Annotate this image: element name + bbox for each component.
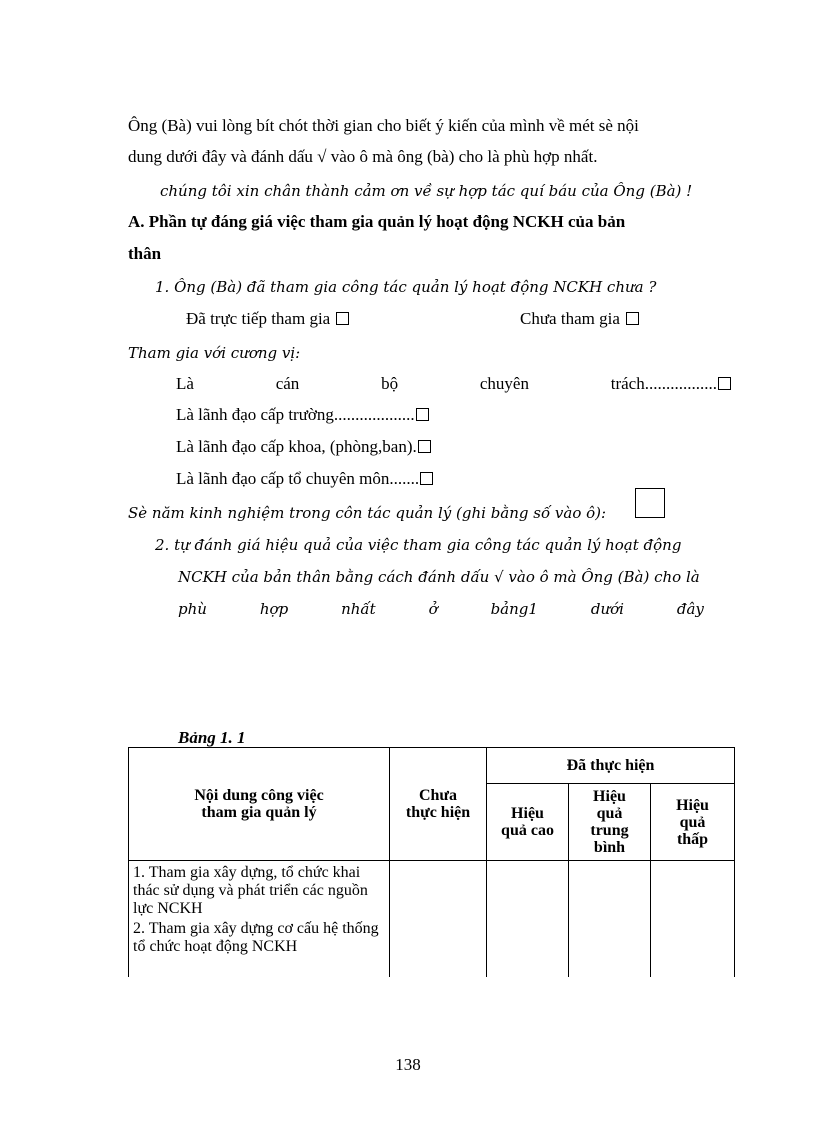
role-option-3 — [176, 436, 431, 458]
q2-word: phù — [178, 600, 207, 618]
intro-line-1 — [128, 115, 732, 137]
role-1-checkbox[interactable] — [718, 377, 731, 390]
option-yes-checkbox[interactable] — [336, 312, 349, 325]
option-no-label: Chưa tham gia — [520, 309, 620, 328]
role-4-label: Là lãnh đạo cấp tổ chuyên môn....... — [176, 469, 420, 488]
cell-high-effect[interactable] — [487, 861, 569, 977]
page-number: 138 — [395, 1055, 421, 1074]
intro-line-1-text: Ông (Bà) vui lòng bít chót thời gian cho biết ý kiến của mình về mét sè nội — [128, 116, 639, 135]
role1-word: trách................. — [610, 374, 717, 393]
table-caption: Bảng 1. 1 — [178, 728, 246, 747]
experience-label: Sè năm kinh nghiệm trong côn tác quản lý (ghi bằng số vào ô): — [128, 504, 607, 522]
table-row-1: 1. Tham gia xây dựng, tổ chức khai thác sử dụng và phát triển các nguồn lực NCKH — [133, 864, 368, 917]
question-2-line-1 — [155, 534, 681, 556]
q2-word: dưới — [590, 600, 624, 618]
q2-word: nhất — [341, 600, 376, 618]
role-option-1 — [176, 373, 731, 395]
role1-word: bộ — [381, 374, 399, 393]
q2-word: ở — [428, 600, 438, 618]
role-option-4 — [176, 468, 433, 490]
option-yes — [186, 308, 349, 330]
option-no-checkbox[interactable] — [626, 312, 639, 325]
question-2-line-3 — [178, 598, 704, 620]
role-2-checkbox[interactable] — [416, 408, 429, 421]
question-2-text: 2. tự đánh giá hiệu quả của việc tham gia công tác quản lý hoạt động — [155, 536, 682, 554]
table-row-2: 2. Tham gia xây dựng cơ cấu hệ thống tổ chức hoạt động NCKH — [133, 920, 379, 955]
thanks-line: chúng tôi xin chân thành cảm ơn về sự hợp tác quí báu của Ông (Bà) ! — [160, 182, 693, 200]
q2-word: đây — [676, 600, 704, 618]
header-low-effect: Hiệu quả thấp — [651, 784, 735, 861]
header-done: Đã thực hiện — [487, 748, 735, 784]
role1-word: chuyên — [479, 374, 529, 393]
q2-word: hợp — [259, 600, 289, 618]
question-2-line-2: NCKH của bản thân bằng cách đánh dấu √ vào ô mà Ông (Bà) cho là — [178, 568, 700, 586]
section-a-heading: A. Phần tự đáng giá việc tham gia quản lý hoạt động NCKH của bản — [128, 212, 626, 231]
role1-word: cán — [275, 374, 300, 393]
header-not-done: Chưa thực hiện — [390, 748, 487, 861]
header-medium-effect: Hiệu quả trung bình — [569, 784, 651, 861]
role-4-checkbox[interactable] — [420, 472, 433, 485]
evaluation-table — [128, 747, 735, 977]
role-2-label: Là lãnh đạo cấp trường................... — [176, 405, 415, 424]
cell-low-effect[interactable] — [651, 861, 735, 977]
role1-word: Là — [176, 374, 194, 393]
option-no — [520, 308, 639, 330]
role-option-2 — [176, 404, 429, 426]
role-3-label: Là lãnh đạo cấp khoa, (phòng,ban). — [176, 437, 417, 456]
cell-not-done[interactable] — [390, 861, 487, 977]
role-3-checkbox[interactable] — [418, 440, 431, 453]
table-row-content — [129, 861, 390, 977]
role-label: Tham gia với cương vị: — [128, 344, 301, 362]
cell-medium-effect[interactable] — [569, 861, 651, 977]
q2-word: bảng1 — [490, 600, 538, 618]
question-1: 1. Ông (Bà) đã tham gia công tác quản lý hoạt động NCKH chưa ? — [155, 278, 657, 296]
section-a-heading-cont: thân — [128, 244, 162, 263]
experience-input-box[interactable] — [635, 488, 665, 518]
intro-line-2: dung dưới đây và đánh dấu √ vào ô mà ông (bà) cho là phù hợp nhất. — [128, 147, 598, 166]
header-content: Nội dung công việc tham gia quản lý — [129, 748, 390, 861]
option-yes-label: Đã trực tiếp tham gia — [186, 309, 331, 328]
header-high-effect: Hiệu quả cao — [487, 784, 569, 861]
